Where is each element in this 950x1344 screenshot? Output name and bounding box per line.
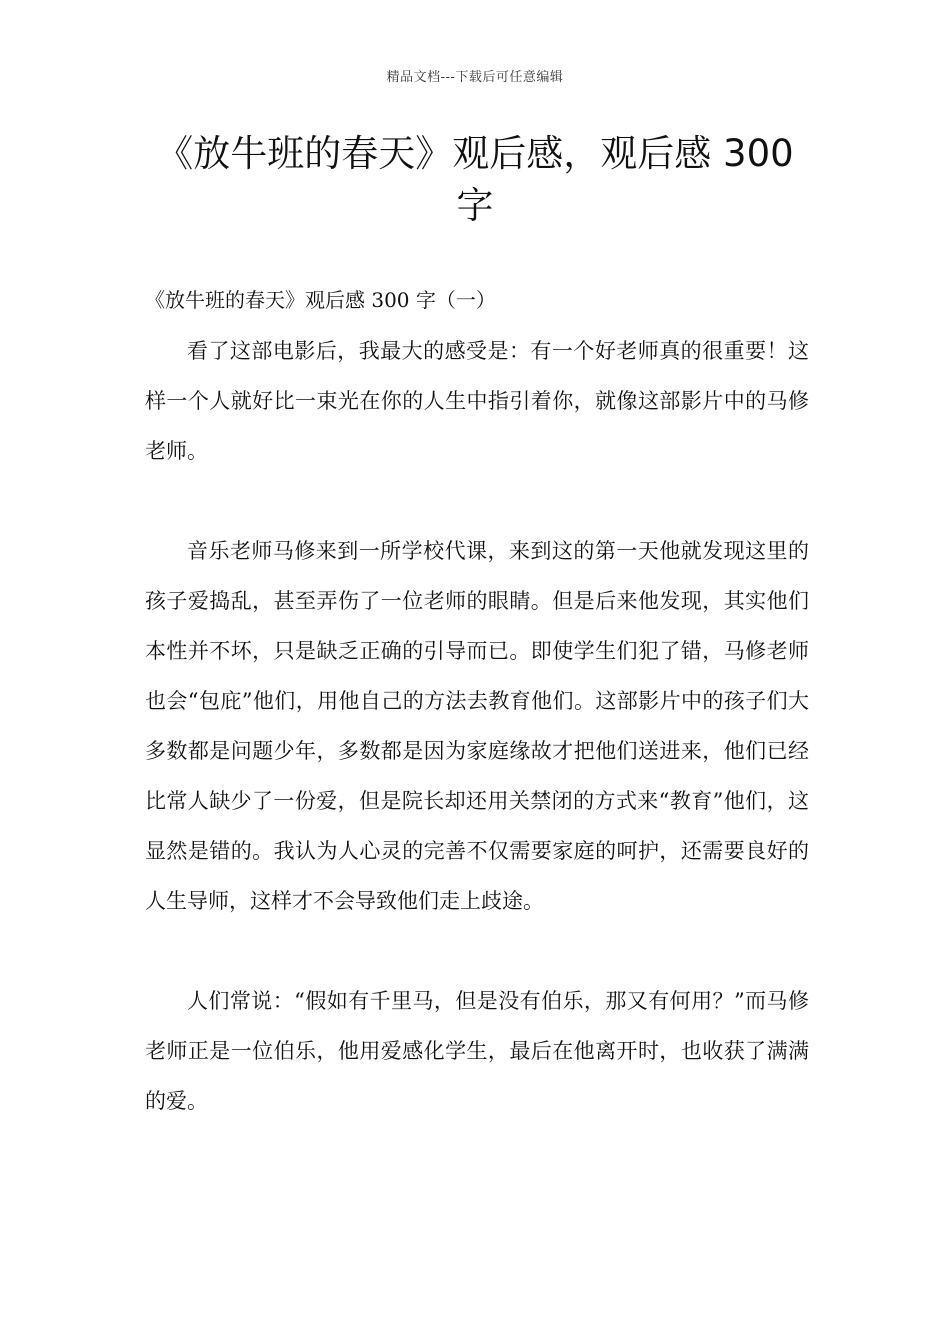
paragraph-3: 人们常说：“假如有千里马，但是没有伯乐，那又有何用？”而马修老师正是一位伯乐，他用爱感化学生，最后在他离开时，也收获了满满的爱。 xyxy=(145,989,809,1113)
paragraph-1: 看了这部电影后，我最大的感受是：有一个好老师真的很重要！这样一个人就好比一束光在你的人生中指引着你，就像这部影片中的马修老师。 xyxy=(145,339,809,463)
document-title: 《放牛班的春天》观后感，观后感 300 字 xyxy=(156,132,794,227)
paragraph-spacer xyxy=(145,926,809,976)
paragraph-2: 音乐老师马修来到一所学校代课，来到这的第一天他就发现这里的孩子爱捣乱，甚至弄伤了一位老师的眼睛。但是后来他发现，其实他们本性并不坏，只是缺乏正确的引导而已。即使学生们犯了错，马修老师也会“包庇”他们，用他自己的方法去教育他们。这部影片中的孩子们大多数都是问题少年，多数都是因为家庭缘故才把他们送进来，他们已经比常人缺少了一份爱，但是院长却还用关禁闭的方式来“教育”他们，这显然是错的。我认为人心灵的完善不仅需要家庭的呵护，还需要良好的人生导师，这样才不会导致他们走上歧途。 xyxy=(145,539,809,913)
document-body xyxy=(145,282,809,1126)
header-note: 精品文档---下载后可任意编辑 xyxy=(386,70,564,85)
paragraph-spacer xyxy=(145,476,809,526)
section-heading: 《放牛班的春天》观后感 300 字（一） xyxy=(145,288,496,312)
